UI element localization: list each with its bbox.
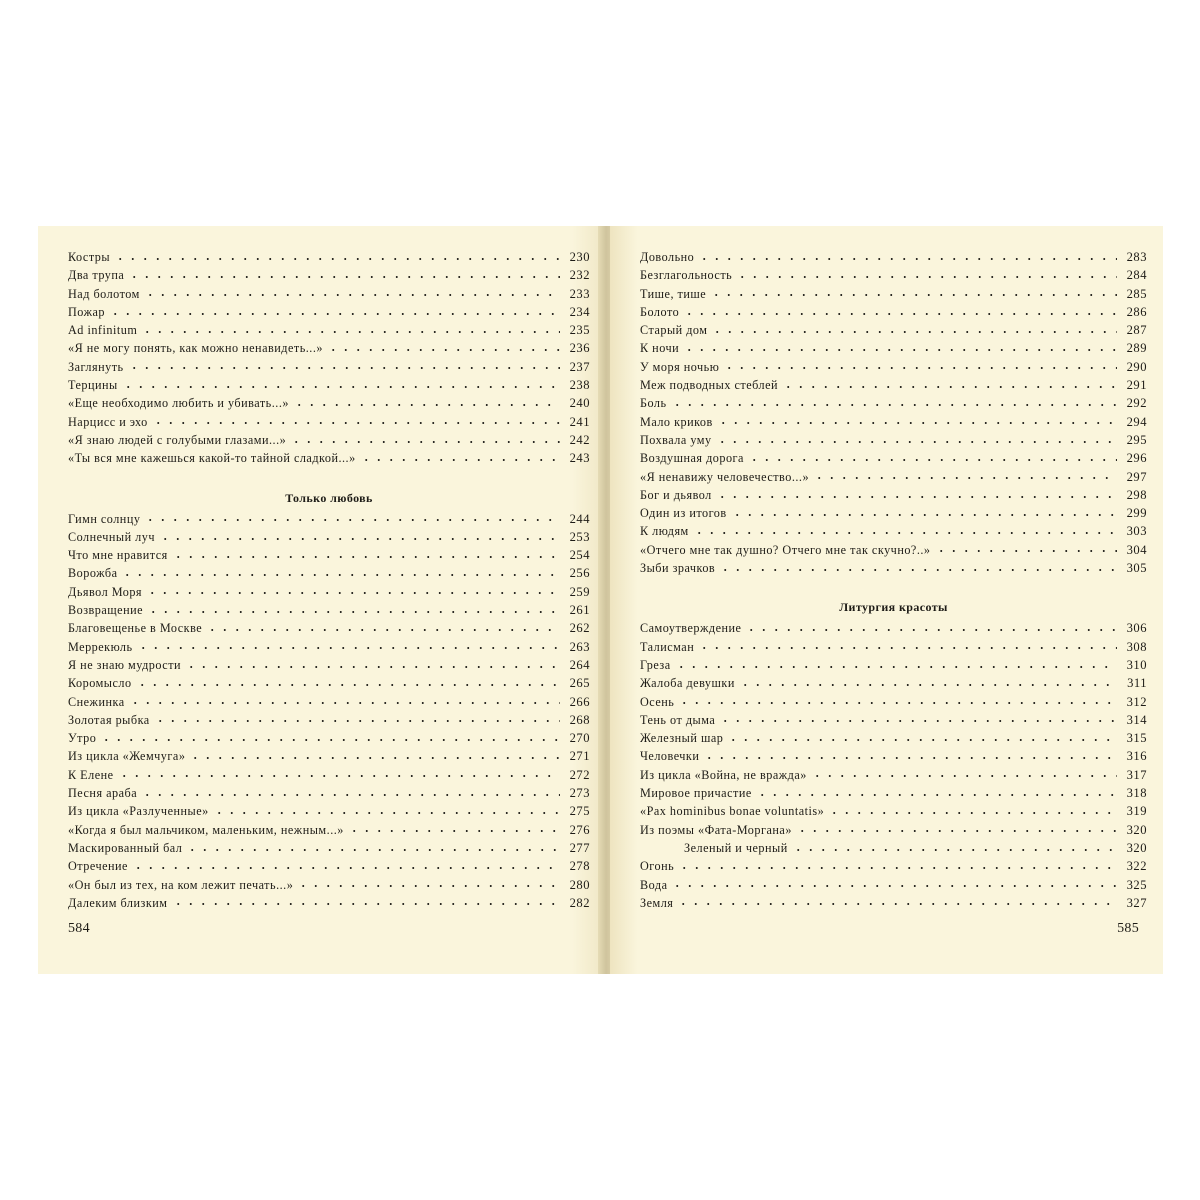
entry-title: «Я знаю людей с голубыми глазами...» — [68, 432, 287, 447]
toc-entry — [640, 486, 1147, 504]
dot-leader — [683, 313, 1117, 315]
entry-page-number: 325 — [1126, 877, 1147, 892]
entry-title: У моря ночью — [640, 359, 720, 374]
entry-page-number: 256 — [569, 566, 590, 581]
toc-entry — [640, 729, 1147, 747]
entry-page-number: 320 — [1126, 822, 1147, 837]
entry-page-number: 273 — [569, 786, 590, 801]
entry-page-number: 303 — [1126, 524, 1147, 539]
toc-entry — [68, 510, 590, 528]
dot-leader — [136, 684, 560, 686]
entry-page-number: 289 — [1126, 341, 1147, 356]
entry-page-number: 272 — [569, 767, 590, 782]
entry-title: Старый дом — [640, 323, 708, 338]
entry-page-number: 275 — [569, 804, 590, 819]
entry-page-number: 276 — [569, 822, 590, 837]
entry-page-number: 295 — [1126, 432, 1147, 447]
entry-title: Возвращение — [68, 603, 144, 618]
toc-entry — [68, 413, 590, 431]
entry-page-number: 327 — [1126, 895, 1147, 910]
entry-page-number: 320 — [1126, 840, 1147, 855]
dot-leader — [213, 812, 560, 814]
toc-entry — [640, 339, 1147, 357]
entry-title: Земля — [640, 895, 674, 910]
entry-title: Меж подводных стеблей — [640, 378, 779, 393]
entry-title: Я не знаю мудрости — [68, 657, 182, 672]
entry-title: Из поэмы «Фата-Моргана» — [640, 822, 792, 837]
dot-leader — [710, 294, 1117, 296]
toc-entry — [640, 321, 1147, 339]
entry-page-number: 242 — [569, 432, 590, 447]
dot-leader — [748, 459, 1117, 461]
dot-leader — [698, 258, 1117, 260]
entry-title: «Pax hominibus bonae voluntatis» — [640, 804, 825, 819]
toc-entry — [640, 619, 1147, 637]
toc-entry — [68, 656, 590, 674]
entry-title: Греза — [640, 657, 671, 672]
entry-page-number: 263 — [569, 639, 590, 654]
entry-title: Дьявол Моря — [68, 584, 143, 599]
dot-leader — [129, 702, 560, 704]
dot-leader — [716, 496, 1117, 498]
toc-entry — [640, 656, 1147, 674]
toc-entry — [640, 876, 1147, 894]
entry-title: Вода — [640, 877, 668, 892]
entry-title: Мировое причастие — [640, 786, 752, 801]
entry-title: Меррекюль — [68, 639, 133, 654]
dot-leader — [719, 720, 1117, 722]
toc-entry — [640, 784, 1147, 802]
dot-leader — [297, 885, 560, 887]
toc-list — [68, 510, 590, 913]
toc-entry — [68, 638, 590, 656]
toc-entry — [640, 693, 1147, 711]
dot-leader — [152, 422, 560, 424]
entry-page-number: 277 — [569, 840, 590, 855]
dot-leader — [683, 349, 1117, 351]
dot-leader — [739, 684, 1117, 686]
toc-entry — [68, 376, 590, 394]
entry-page-number: 296 — [1126, 451, 1147, 466]
entry-page-number: 316 — [1126, 749, 1147, 764]
dot-leader — [128, 276, 560, 278]
entry-title: Два трупа — [68, 268, 125, 283]
toc-left — [68, 248, 590, 912]
dot-leader — [792, 849, 1117, 851]
toc-entry — [68, 802, 590, 820]
toc-entry — [68, 285, 590, 303]
entry-title: Ad infinitum — [68, 323, 138, 338]
page-number: 584 — [68, 921, 90, 936]
dot-leader — [717, 422, 1117, 424]
toc-entry — [640, 766, 1147, 784]
entry-title: Болото — [640, 304, 680, 319]
dot-leader — [172, 556, 560, 558]
dot-leader — [121, 574, 560, 576]
entry-title: Тише, тише — [640, 286, 707, 301]
entry-title: Тень от дыма — [640, 712, 716, 727]
toc-entry — [640, 802, 1147, 820]
toc-entry — [68, 358, 590, 376]
entry-page-number: 317 — [1126, 767, 1147, 782]
toc-entry — [68, 431, 590, 449]
entry-title: «Я ненавижу человечество...» — [640, 469, 810, 484]
entry-page-number: 259 — [569, 584, 590, 599]
dot-leader — [711, 331, 1117, 333]
entry-title: Далеким близким — [68, 895, 168, 910]
toc-entry — [640, 839, 1147, 857]
entry-title: «Он был из тех, на ком лежит печать...» — [68, 877, 294, 892]
entry-page-number: 265 — [569, 676, 590, 691]
entry-title: Из цикла «Война, не вражда» — [640, 767, 807, 782]
entry-page-number: 270 — [569, 731, 590, 746]
entry-title: Пожар — [68, 304, 106, 319]
toc-entry — [68, 583, 590, 601]
dot-leader — [114, 258, 560, 260]
entry-title: Отречение — [68, 859, 128, 874]
entry-title: Бог и дьявол — [640, 487, 712, 502]
entry-title: «Я не могу понять, как можно ненавидеть...» — [68, 341, 323, 356]
toc-entry — [68, 784, 590, 802]
toc-entry — [640, 821, 1147, 839]
entry-page-number: 235 — [569, 323, 590, 338]
toc-entry — [68, 747, 590, 765]
entry-page-number: 308 — [1126, 639, 1147, 654]
entry-page-number: 286 — [1126, 304, 1147, 319]
entry-title: Утро — [68, 731, 97, 746]
entry-page-number: 322 — [1126, 859, 1147, 874]
entry-title: Терцины — [68, 378, 118, 393]
entry-title: К людям — [640, 524, 689, 539]
dot-leader — [109, 313, 560, 315]
entry-title: Из цикла «Разлученные» — [68, 804, 209, 819]
dot-leader — [327, 349, 560, 351]
dot-leader — [675, 666, 1117, 668]
entry-title: Один из итогов — [640, 506, 727, 521]
dot-leader — [137, 647, 560, 649]
entry-title: Снежинка — [68, 694, 125, 709]
entry-page-number: 305 — [1126, 561, 1147, 576]
entry-page-number: 264 — [569, 657, 590, 672]
entry-page-number: 233 — [569, 286, 590, 301]
dot-leader — [796, 830, 1117, 832]
entry-title: Нарцисс и эхо — [68, 414, 148, 429]
entry-title: Человечки — [640, 749, 700, 764]
toc-entry — [640, 449, 1147, 467]
entry-title: Над болотом — [68, 286, 140, 301]
entry-title: Ворожба — [68, 566, 118, 581]
dot-leader — [782, 386, 1117, 388]
dot-leader — [693, 532, 1117, 534]
toc-right — [640, 248, 1147, 912]
toc-entry — [640, 894, 1147, 912]
toc-entry — [68, 528, 590, 546]
entry-title: Заглянуть — [68, 359, 124, 374]
dot-leader — [118, 775, 560, 777]
toc-entry — [640, 504, 1147, 522]
toc-entry — [68, 564, 590, 582]
entry-page-number: 236 — [569, 341, 590, 356]
dot-leader — [100, 739, 560, 741]
entry-title: Талисман — [640, 639, 695, 654]
entry-title: «Когда я был мальчиком, маленьким, нежным...» — [68, 822, 344, 837]
toc-entry — [640, 747, 1147, 765]
dot-leader — [678, 867, 1117, 869]
entry-page-number: 253 — [569, 529, 590, 544]
entry-page-number: 240 — [569, 396, 590, 411]
dot-leader — [147, 611, 560, 613]
toc-entry — [68, 619, 590, 637]
toc-entry — [640, 559, 1147, 577]
toc-entry — [640, 285, 1147, 303]
dot-leader — [122, 386, 560, 388]
dot-leader — [828, 812, 1117, 814]
entry-title: Из цикла «Жемчуга» — [68, 749, 186, 764]
toc-entry — [68, 339, 590, 357]
dot-leader — [698, 647, 1117, 649]
entry-title: Огонь — [640, 859, 675, 874]
left-page — [38, 226, 606, 974]
dot-leader — [813, 477, 1117, 479]
toc-entry — [640, 358, 1147, 376]
entry-page-number: 262 — [569, 621, 590, 636]
entry-page-number: 311 — [1127, 676, 1147, 691]
toc-list — [68, 248, 590, 468]
toc-entry — [68, 303, 590, 321]
toc-entry — [640, 522, 1147, 540]
dot-leader — [128, 367, 560, 369]
entry-title: Железный шар — [640, 731, 724, 746]
dot-leader — [206, 629, 560, 631]
dot-leader — [141, 331, 560, 333]
dot-leader — [727, 739, 1117, 741]
entry-title: Костры — [68, 250, 111, 264]
toc-entry — [640, 468, 1147, 486]
entry-page-number: 294 — [1126, 414, 1147, 429]
entry-page-number: 304 — [1126, 542, 1147, 557]
dot-leader — [671, 404, 1117, 406]
entry-page-number: 299 — [1126, 506, 1147, 521]
page-number: 585 — [1117, 921, 1139, 936]
dot-leader — [678, 702, 1117, 704]
dot-leader — [723, 367, 1117, 369]
dot-leader — [189, 757, 560, 759]
dot-leader — [185, 666, 560, 668]
entry-page-number: 234 — [569, 304, 590, 319]
dot-leader — [159, 538, 560, 540]
entry-title: «Отчего мне так душно? Отчего мне так скучно?..» — [640, 542, 931, 557]
dot-leader — [719, 569, 1117, 571]
dot-leader — [360, 459, 560, 461]
entry-page-number: 287 — [1126, 323, 1147, 338]
entry-page-number: 284 — [1126, 268, 1147, 283]
entry-title: Боль — [640, 396, 667, 411]
toc-entry — [640, 857, 1147, 875]
entry-title: Зеленый и черный — [684, 840, 788, 855]
entry-title: Осень — [640, 694, 675, 709]
entry-page-number: 314 — [1126, 712, 1147, 727]
entry-title: Довольно — [640, 250, 695, 264]
toc-entry — [640, 266, 1147, 284]
right-page — [610, 226, 1163, 974]
toc-entry — [68, 857, 590, 875]
toc-list — [640, 248, 1147, 577]
dot-leader — [172, 903, 561, 905]
dot-leader — [716, 441, 1117, 443]
dot-leader — [677, 903, 1117, 905]
toc-entry — [640, 413, 1147, 431]
entry-page-number: 297 — [1126, 469, 1147, 484]
dot-leader — [736, 276, 1117, 278]
entry-page-number: 318 — [1126, 786, 1147, 801]
toc-entry — [68, 674, 590, 692]
entry-title: Солнечный луч — [68, 529, 155, 544]
dot-leader — [745, 629, 1117, 631]
toc-entry — [640, 674, 1147, 692]
entry-page-number: 290 — [1126, 359, 1147, 374]
entry-page-number: 254 — [569, 548, 590, 563]
toc-entry — [68, 321, 590, 339]
toc-entry — [640, 394, 1147, 412]
toc-entry — [68, 394, 590, 412]
entry-page-number: 280 — [569, 877, 590, 892]
entry-page-number: 292 — [1126, 396, 1147, 411]
entry-page-number: 312 — [1126, 694, 1147, 709]
toc-entry — [68, 729, 590, 747]
entry-title: Гимн солнцу — [68, 511, 141, 526]
dot-leader — [671, 885, 1117, 887]
dot-leader — [154, 720, 560, 722]
entry-page-number: 244 — [569, 511, 590, 526]
toc-entry — [640, 303, 1147, 321]
toc-entry — [68, 766, 590, 784]
toc-entry — [640, 711, 1147, 729]
dot-leader — [186, 849, 560, 851]
toc-entry — [68, 876, 590, 894]
dot-leader — [811, 775, 1117, 777]
entry-page-number: 230 — [569, 250, 590, 264]
toc-entry — [68, 266, 590, 284]
toc-entry — [68, 821, 590, 839]
toc-entry — [640, 376, 1147, 394]
toc-entry — [68, 449, 590, 467]
entry-title: «Еще необходимо любить и убивать...» — [68, 396, 289, 411]
dot-leader — [141, 794, 560, 796]
toc-entry — [68, 839, 590, 857]
dot-leader — [703, 757, 1117, 759]
dot-leader — [756, 794, 1117, 796]
entry-page-number: 237 — [569, 359, 590, 374]
toc-entry — [68, 546, 590, 564]
entry-page-number: 266 — [569, 694, 590, 709]
entry-title: Зыби зрачков — [640, 561, 716, 576]
toc-entry — [68, 894, 590, 912]
toc-entry — [640, 541, 1147, 559]
entry-page-number: 306 — [1126, 621, 1147, 636]
dot-leader — [144, 294, 560, 296]
section-heading: Литургия красоты — [839, 600, 948, 615]
entry-title: Благовещенье в Москве — [68, 621, 203, 636]
entry-page-number: 238 — [569, 378, 590, 393]
entry-page-number: 278 — [569, 859, 590, 874]
entry-page-number: 241 — [569, 414, 590, 429]
entry-page-number: 268 — [569, 712, 590, 727]
toc-entry — [68, 601, 590, 619]
toc-entry — [68, 693, 590, 711]
dot-leader — [935, 550, 1117, 552]
entry-title: Безглагольность — [640, 268, 733, 283]
entry-page-number: 315 — [1126, 731, 1147, 746]
dot-leader — [293, 404, 560, 406]
dot-leader — [290, 441, 560, 443]
entry-page-number: 283 — [1126, 250, 1147, 264]
entry-title: Песня араба — [68, 786, 138, 801]
entry-page-number: 285 — [1126, 286, 1147, 301]
entry-title: «Ты вся мне кажешься какой-то тайной сладкой...» — [68, 451, 356, 466]
entry-page-number: 261 — [569, 603, 590, 618]
entry-page-number: 298 — [1126, 487, 1147, 502]
toc-entry — [640, 248, 1147, 266]
entry-page-number: 232 — [569, 268, 590, 283]
entry-title: Коромысло — [68, 676, 132, 691]
entry-page-number: 243 — [569, 451, 590, 466]
entry-title: Самоутверждение — [640, 621, 742, 636]
entry-title: Золотая рыбка — [68, 712, 150, 727]
entry-page-number: 282 — [569, 895, 590, 910]
dot-leader — [132, 867, 560, 869]
entry-title: Маскированный бал — [68, 840, 183, 855]
toc-list — [640, 619, 1147, 912]
section-heading: Только любовь — [285, 490, 373, 505]
entry-title: Мало криков — [640, 414, 713, 429]
dot-leader — [146, 592, 560, 594]
dot-leader — [731, 514, 1117, 516]
entry-page-number: 319 — [1126, 804, 1147, 819]
entry-title: Жалоба девушки — [640, 676, 735, 691]
toc-entry — [640, 638, 1147, 656]
entry-title: К ночи — [640, 341, 680, 356]
entry-page-number: 271 — [569, 749, 590, 764]
toc-entry — [640, 431, 1147, 449]
toc-entry — [68, 711, 590, 729]
entry-title: Что мне нравится — [68, 548, 168, 563]
entry-title: Воздушная дорога — [640, 451, 744, 466]
entry-title: К Елене — [68, 767, 114, 782]
entry-page-number: 310 — [1126, 657, 1147, 672]
toc-entry — [68, 248, 590, 266]
entry-page-number: 291 — [1126, 378, 1147, 393]
entry-title: Похвала уму — [640, 432, 712, 447]
dot-leader — [144, 519, 560, 521]
dot-leader — [348, 830, 560, 832]
